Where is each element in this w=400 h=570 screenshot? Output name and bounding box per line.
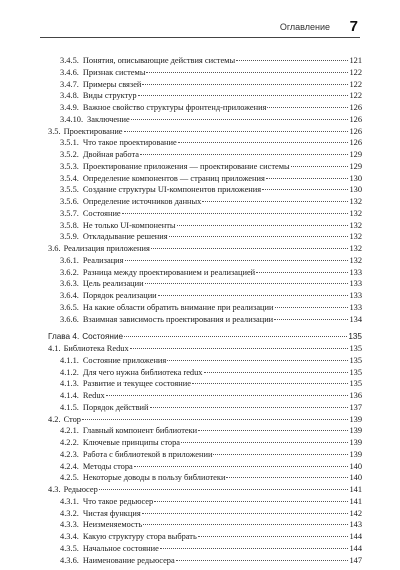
- toc-entry-number: 3.6.6.: [60, 314, 79, 324]
- toc-entry-title: Цель реализации: [82, 279, 144, 289]
- page-number: 7: [349, 18, 358, 35]
- toc-entry[interactable]: [48, 231, 362, 243]
- toc-entry[interactable]: [48, 173, 362, 185]
- toc-entry-number: 4.1.1.: [60, 355, 79, 365]
- toc-entry-title: Для чего нужна библиотека redux: [82, 367, 203, 377]
- toc-entry-title: Начальное состояние: [82, 543, 159, 553]
- toc-entry[interactable]: [48, 102, 362, 114]
- toc-entry[interactable]: [48, 278, 362, 290]
- dot-leader: [275, 307, 349, 308]
- toc-entry-title: Наименование редьюсера: [82, 555, 175, 565]
- dot-leader: [198, 536, 349, 537]
- toc-entry-title: Виды структур: [82, 91, 137, 101]
- toc-entry-title: Порядок действий: [82, 402, 149, 412]
- dot-leader: [291, 166, 349, 167]
- toc-entry-title: Заключение: [87, 114, 130, 124]
- toc-entry-number: 4.3.4.: [60, 532, 79, 541]
- toc-entry-title: Определение источников данных: [82, 197, 202, 206]
- toc-entry-number: 4.1.5.: [60, 402, 79, 412]
- dot-leader: [198, 430, 348, 431]
- toc-entry-number: 3.6.: [48, 244, 61, 253]
- table-of-contents: [48, 55, 362, 566]
- dot-leader: [256, 272, 348, 273]
- toc-entry-number: 3.5.1.: [60, 138, 79, 148]
- toc-entry-page: 139: [349, 438, 362, 447]
- toc-entry-page: 141: [349, 496, 362, 506]
- toc-entry-number: 3.5.3.: [60, 161, 79, 171]
- toc-entry-title: Состояние: [82, 332, 124, 342]
- toc-entry[interactable]: [48, 137, 362, 149]
- toc-entry[interactable]: [48, 161, 362, 173]
- toc-entry-page: 133: [349, 267, 362, 277]
- toc-entry-title: Чистая функция: [82, 508, 141, 518]
- toc-entry-number: 4.3.5.: [60, 543, 79, 553]
- toc-entry-title: Методы стора: [82, 461, 133, 471]
- toc-entry-page: 126: [349, 138, 362, 148]
- toc-entry[interactable]: [48, 461, 362, 473]
- dot-leader: [99, 489, 349, 490]
- toc-entry[interactable]: [48, 126, 362, 138]
- dot-leader: [154, 501, 348, 502]
- toc-entry-page: 140: [349, 473, 362, 483]
- toc-entry-number: 4.3.: [48, 485, 61, 494]
- toc-entry-number: 3.6.3.: [60, 279, 79, 289]
- toc-entry-title: Redux: [82, 391, 105, 400]
- toc-entry-number: 4.1.3.: [60, 379, 79, 389]
- toc-entry-title: Реализация приложения: [63, 244, 150, 253]
- toc-entry[interactable]: [48, 55, 362, 67]
- toc-entry[interactable]: [48, 290, 362, 302]
- toc-entry-page: 140: [349, 461, 362, 471]
- header-rule: [40, 37, 360, 38]
- dot-leader: [169, 236, 349, 237]
- toc-entry-number: 4.2.4.: [60, 461, 79, 471]
- toc-entry[interactable]: [48, 67, 362, 79]
- toc-entry[interactable]: [48, 484, 362, 496]
- dot-leader: [178, 142, 349, 143]
- dot-leader: [204, 372, 349, 373]
- toc-entry-title: Что такое редьюсер: [82, 496, 154, 506]
- toc-entry-page: 133: [349, 291, 362, 300]
- toc-entry[interactable]: [48, 208, 362, 220]
- toc-entry[interactable]: [48, 90, 362, 102]
- toc-entry-number: 3.6.5.: [60, 302, 79, 312]
- dot-leader: [176, 560, 349, 561]
- toc-entry-page: 129: [349, 150, 362, 159]
- toc-entry[interactable]: [48, 378, 362, 390]
- toc-entry-number: 3.5.4.: [60, 173, 79, 183]
- toc-entry[interactable]: [48, 267, 362, 279]
- toc-entry[interactable]: [48, 243, 362, 255]
- toc-entry-title: Что такое проектирование: [82, 138, 177, 148]
- toc-entry-page: 135: [349, 355, 362, 365]
- toc-entry-number: 4.3.2.: [60, 508, 79, 518]
- dot-leader: [181, 442, 348, 443]
- toc-entry-number: 4.3.3.: [60, 520, 79, 530]
- toc-entry[interactable]: [48, 425, 362, 437]
- toc-entry-title: Состояние приложения: [82, 355, 167, 365]
- toc-entry-number: 4.2.5.: [60, 473, 79, 483]
- toc-entry[interactable]: [48, 449, 362, 461]
- toc-entry[interactable]: [48, 355, 362, 367]
- toc-entry-title: Не только UI-компоненты: [82, 220, 176, 230]
- toc-entry-number: 4.1.4.: [60, 391, 79, 400]
- toc-entry[interactable]: [48, 184, 362, 196]
- toc-entry-number: 3.4.7.: [60, 79, 79, 89]
- toc-entry-number: 3.4.8.: [60, 91, 79, 101]
- toc-entry[interactable]: [48, 390, 362, 402]
- toc-entry[interactable]: [48, 220, 362, 232]
- toc-entry-number: 3.6.1.: [60, 255, 79, 265]
- toc-entry[interactable]: [48, 531, 362, 543]
- dot-leader: [213, 454, 348, 455]
- toc-entry-page: 126: [349, 126, 362, 136]
- toc-entry-title: Порядок реализации: [82, 291, 157, 300]
- toc-entry-number: 4.3.1.: [60, 496, 79, 506]
- toc-entry-page: 139: [349, 414, 362, 424]
- toc-entry-page: 129: [349, 161, 362, 171]
- toc-entry[interactable]: [48, 196, 362, 208]
- dot-leader: [145, 283, 349, 284]
- toc-entry-number: 3.5.2.: [60, 150, 79, 159]
- toc-entry-number: 3.4.10.: [60, 114, 84, 124]
- toc-entry-page: 137: [349, 402, 362, 412]
- dot-leader: [130, 348, 349, 349]
- dot-leader: [146, 72, 348, 73]
- toc-entry-title: Неизменяемость: [82, 520, 143, 530]
- toc-entry-page: 122: [349, 91, 362, 101]
- dot-leader: [122, 213, 349, 214]
- toc-entry-title: Создание структуры UI-компонентов приложения: [82, 185, 262, 195]
- toc-entry[interactable]: [48, 302, 362, 314]
- toc-entry-number: 3.5.5.: [60, 185, 79, 195]
- header-title: Оглавление: [279, 22, 330, 32]
- toc-entry-title: Определение компонентов — страниц приложения: [82, 173, 265, 183]
- toc-entry[interactable]: [48, 79, 362, 91]
- dot-leader: [226, 477, 348, 478]
- toc-entry-page: 134: [349, 314, 362, 324]
- toc-entry[interactable]: [48, 555, 362, 567]
- toc-entry-title: Понятия, описывающие действия системы: [82, 56, 236, 65]
- dot-leader: [202, 201, 348, 202]
- toc-entry-page: 130: [349, 173, 362, 183]
- toc-entry-page: 132: [349, 244, 362, 253]
- toc-entry-title: Реализация: [82, 255, 124, 265]
- dot-leader: [124, 336, 347, 337]
- toc-entry[interactable]: [48, 437, 362, 449]
- dot-leader: [151, 248, 349, 249]
- toc-entry-page: 133: [349, 279, 362, 289]
- toc-entry-number: 4.2.: [48, 414, 61, 424]
- toc-entry-page: 135: [348, 332, 362, 342]
- dot-leader: [142, 84, 348, 85]
- toc-entry-number: 4.2.1.: [60, 426, 79, 436]
- dot-leader: [138, 95, 349, 96]
- toc-entry-page: 144: [349, 543, 362, 553]
- toc-entry[interactable]: [48, 543, 362, 555]
- dot-leader: [142, 513, 349, 514]
- toc-entry-number: 4.2.3.: [60, 449, 79, 459]
- toc-entry-title: Проектирование приложения — проектирование системы: [82, 161, 290, 171]
- dot-leader: [274, 319, 348, 320]
- dot-leader: [134, 466, 349, 467]
- toc-entry-number: 3.5.8.: [60, 220, 79, 230]
- toc-entry-page: 142: [349, 508, 362, 518]
- toc-entry[interactable]: [48, 367, 362, 379]
- toc-entry-title: Стор: [63, 414, 81, 424]
- toc-entry-page: 130: [349, 185, 362, 195]
- toc-entry-title: Признак системы: [82, 67, 146, 77]
- toc-entry-title: Откладывание решения: [82, 232, 168, 242]
- toc-entry-number: 3.5.6.: [60, 197, 79, 206]
- toc-entry[interactable]: [48, 496, 362, 508]
- toc-entry-page: 126: [349, 103, 362, 112]
- dot-leader: [82, 419, 348, 420]
- toc-entry-title: Примеры связей: [82, 79, 142, 89]
- toc-entry-number: 3.6.2.: [60, 267, 79, 277]
- dot-leader: [267, 107, 348, 108]
- toc-entry-number: 4.2.2.: [60, 438, 79, 447]
- toc-entry-page: 132: [349, 208, 362, 218]
- toc-entry-page: 133: [349, 302, 362, 312]
- toc-entry-title: Разница между проектированием и реализацией: [82, 267, 256, 277]
- running-header: [40, 20, 360, 36]
- toc-entry[interactable]: [48, 255, 362, 267]
- toc-entry-page: 135: [349, 379, 362, 389]
- toc-entry-title: Взаимная зависимость проектирования и реализации: [82, 314, 274, 324]
- toc-entry-title: Главный компонент библиотеки: [82, 426, 198, 436]
- toc-entry-number: 3.4.9.: [60, 103, 79, 112]
- toc-entry-page: 141: [349, 485, 362, 494]
- toc-entry-title: Некоторые доводы в пользу библиотеки: [82, 473, 226, 483]
- toc-chapter-entry[interactable]: [48, 331, 362, 343]
- toc-entry-number: 3.6.4.: [60, 291, 79, 300]
- dot-leader: [131, 119, 349, 120]
- toc-entry-page: 126: [349, 114, 362, 124]
- toc-entry-number: 3.4.6.: [60, 67, 79, 77]
- toc-entry[interactable]: [48, 519, 362, 531]
- toc-entry-number: 4.1.2.: [60, 367, 79, 377]
- dot-leader: [158, 295, 349, 296]
- toc-entry[interactable]: [48, 149, 362, 161]
- toc-entry-number: 4.1.: [48, 344, 61, 353]
- dot-leader: [236, 60, 348, 61]
- dot-leader: [167, 360, 348, 361]
- toc-entry-page: 122: [349, 67, 362, 77]
- toc-entry-title: Редьюсер: [63, 485, 98, 494]
- toc-entry-number: 3.4.5.: [60, 56, 79, 65]
- toc-entry-title: Состояние: [82, 208, 121, 218]
- toc-entry-title: Важное свойство структуры фронтенд-приложения: [82, 103, 267, 112]
- toc-entry[interactable]: [48, 414, 362, 426]
- toc-entry-page: 132: [349, 220, 362, 230]
- toc-entry-page: 136: [349, 391, 362, 400]
- toc-entry-page: 147: [349, 555, 362, 565]
- toc-entry-page: 143: [349, 520, 362, 530]
- toc-entry[interactable]: [48, 314, 362, 326]
- toc-entry-page: 121: [349, 56, 362, 65]
- dot-leader: [177, 225, 349, 226]
- toc-entry[interactable]: [48, 402, 362, 414]
- toc-entry-number: 3.5.9.: [60, 232, 79, 242]
- toc-entry-title: Проектирование: [63, 126, 123, 136]
- toc-entry-number: 3.5.: [48, 126, 61, 136]
- dot-leader: [266, 178, 349, 179]
- toc-entry[interactable]: [48, 472, 362, 484]
- toc-entry[interactable]: [48, 508, 362, 520]
- toc-entry[interactable]: [48, 343, 362, 355]
- toc-entry-title: Развитие и текущее состояние: [82, 379, 191, 389]
- dot-leader: [124, 131, 349, 132]
- toc-entry-title: На какие области обратить внимание при реализации: [82, 302, 274, 312]
- toc-entry-page: 144: [349, 532, 362, 541]
- toc-entry-page: 132: [349, 232, 362, 242]
- toc-entry-title: Библиотека Redux: [63, 344, 129, 353]
- toc-entry-title: Двойная работа: [82, 150, 139, 159]
- dot-leader: [150, 407, 349, 408]
- toc-entry-page: 139: [349, 449, 362, 459]
- dot-leader: [125, 260, 349, 261]
- dot-leader: [106, 395, 349, 396]
- toc-entry-number: 4.3.6.: [60, 555, 79, 565]
- dot-leader: [192, 383, 349, 384]
- dot-leader: [262, 189, 348, 190]
- dot-leader: [160, 548, 349, 549]
- toc-entry[interactable]: [48, 114, 362, 126]
- toc-entry-page: 132: [349, 255, 362, 265]
- toc-entry-title: Ключевые принципы стора: [82, 438, 181, 447]
- toc-entry-page: 122: [349, 79, 362, 89]
- toc-entry-page: 135: [349, 367, 362, 377]
- toc-entry-page: 132: [349, 197, 362, 206]
- toc-entry-page: 139: [349, 426, 362, 436]
- dot-leader: [143, 524, 348, 525]
- toc-entry-title: Какую структуру стора выбрать: [82, 532, 197, 541]
- toc-entry-title: Работа с библиотекой в приложении: [82, 449, 213, 459]
- dot-leader: [140, 154, 348, 155]
- toc-entry-number: Глава 4.: [48, 332, 80, 342]
- toc-entry-page: 135: [349, 344, 362, 353]
- toc-entry-number: 3.5.7.: [60, 208, 79, 218]
